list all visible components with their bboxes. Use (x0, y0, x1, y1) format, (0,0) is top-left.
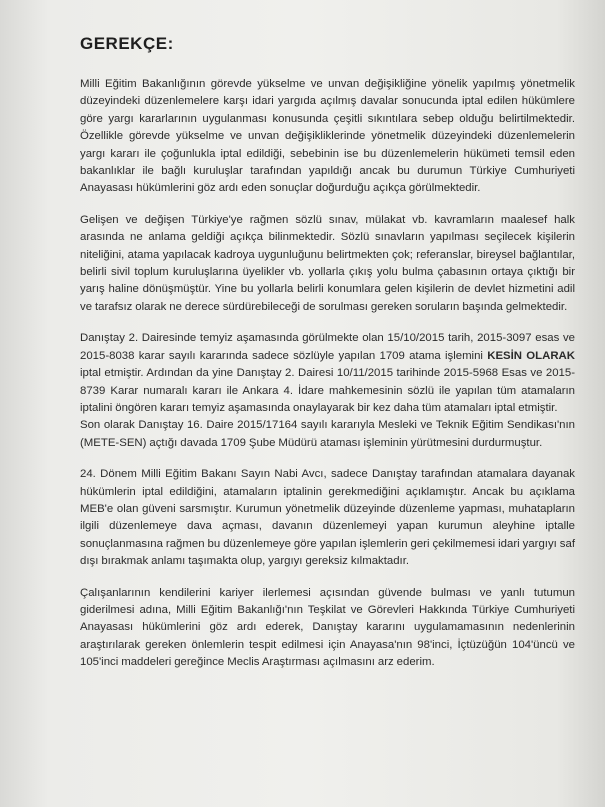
paragraph-4: Son olarak Danıştay 16. Daire 2015/17164 sayılı kararıyla Mesleki ve Teknik Eğitim Sendikası'nın (METE-SEN) açtığı davada 1709 Şube Müdürü ataması işleminin yürütmesini durdurmuştur. (80, 419, 575, 449)
paragraph-3 (80, 330, 575, 417)
page-title: GEREKÇE: (80, 34, 174, 53)
paragraph-3-text-end: iptal etmiştir. Ardından da yine Danıştay 2. Dairesi 10/11/2015 tarihinde 2015-5968 Esas ve 2015-8739 Karar numaralı kararı ile Ankara 4. İdare mahkemesinin sözlü ile yapılan tüm atamaların iptalini öngören kararı temyiz aşamasında onaylayarak bir kez daha tüm atamaları iptal etmiştir. (80, 367, 575, 414)
paragraph-6: Çalışanlarının kendilerini kariyer ilerlemesi açısından güvende bulması ve yanlı tutumun giderilmesi adına, Milli Eğitim Bakanlığı'nın Teşkilat ve Görevleri Hakkında Türkiye Cumhuriyeti Anayasası hükümlerini göz ardı ederek, Danıştay kararını uygulamamasının nedenlerinin araştırılarak gereken önlemlerin tespit edilmesi için Anayasa'nın 98'inci, İçtüzüğün 104'üncü ve 105'inci maddeleri gereğince Meclis Araştırması açılmasını arz ederim. (80, 586, 575, 669)
paragraph-1: Milli Eğitim Bakanlığının görevde yükselme ve unvan değişikliğine yönelik yapılmış yönetmelik düzeyindeki düzenlemelere karşı idari yargıda açılmış davalar sonucunda iptal edilen hükümlere göre yargı kararlarının uygulanması konusunda çeşitli sıkıntılara sebep olduğu belirtilmektedir. Özellikle görevde yükselme ve unvan değişikliklerinde yönetmelik düzeyindeki düzenlemelerin yargı kararı ile çoğunlukla iptal edildiği, sebebinin ise bu düzenlemelerin hükümeti temsil eden bakanlıklar ile bağlı kuruluşlar tarafından yapıldığı ancak bu durumun Türkiye Cumhuriyeti Anayasası hükümlerini göz ardı eden sonuçlar doğurduğu açıkça görülmektedir. (80, 78, 575, 195)
paragraph-5: 24. Dönem Milli Eğitim Bakanı Sayın Nabi Avcı, sadece Danıştay tarafından atamalara dayanak hükümlerin iptal edildiğini, atamaların iptalinin gerekmediğini açıklamıştır. Ancak bu açıklama MEB'e olan güveni sarsmıştır. Kurumun yönetmelik düzeyinde düzenleme yapması, muhatapların ilgili düzenlemeye dava açması, davanın düzenlemeyi yapan kurumun aleyhine iptalle sonuçlanmasına rağmen bu düzenlemeye göre yapılan işlemlerin geri çekilmemesi idari yargıyı saf dışı bırakmak anlamı taşımakta olup, yargıyı gereksiz kılmaktadır. (80, 468, 575, 568)
paragraph-2: Gelişen ve değişen Türkiye'ye rağmen sözlü sınav, mülakat vb. kavramların maalesef halk arasında ne anlama geldiği açıkça bilinmektedir. Sözlü sınavların yapılması seçilecek kişilerin niteliğini, atama yapılacak kadroya uygunluğunu belirtmekten çok; referanslar, bireysel bağlantılar, belirli sivil toplum kuruluşlarına üyelikler vb. yollarla çıkış yolu bulma çabasının ortaya çıktığı bir yarış haline dönüşmüştür. Yine bu yollarla belirli konumlara gelen kişilerin de devlet hizmetini adil ve tarafsız olarak ne derece sürdürebileceği de sorulması gereken soruların başında gelmektedir. (80, 213, 575, 313)
paragraph-3-text-start: Danıştay 2. Dairesinde temyiz aşamasında görülmekte olan 15/10/2015 tarih, 2015-3097 esas ve 2015-8038 karar sayılı kararında sadece sözlüyle yapılan 1709 atama işlemini (80, 332, 575, 362)
paragraph-3-bold: KESİN OLARAK (487, 349, 576, 362)
